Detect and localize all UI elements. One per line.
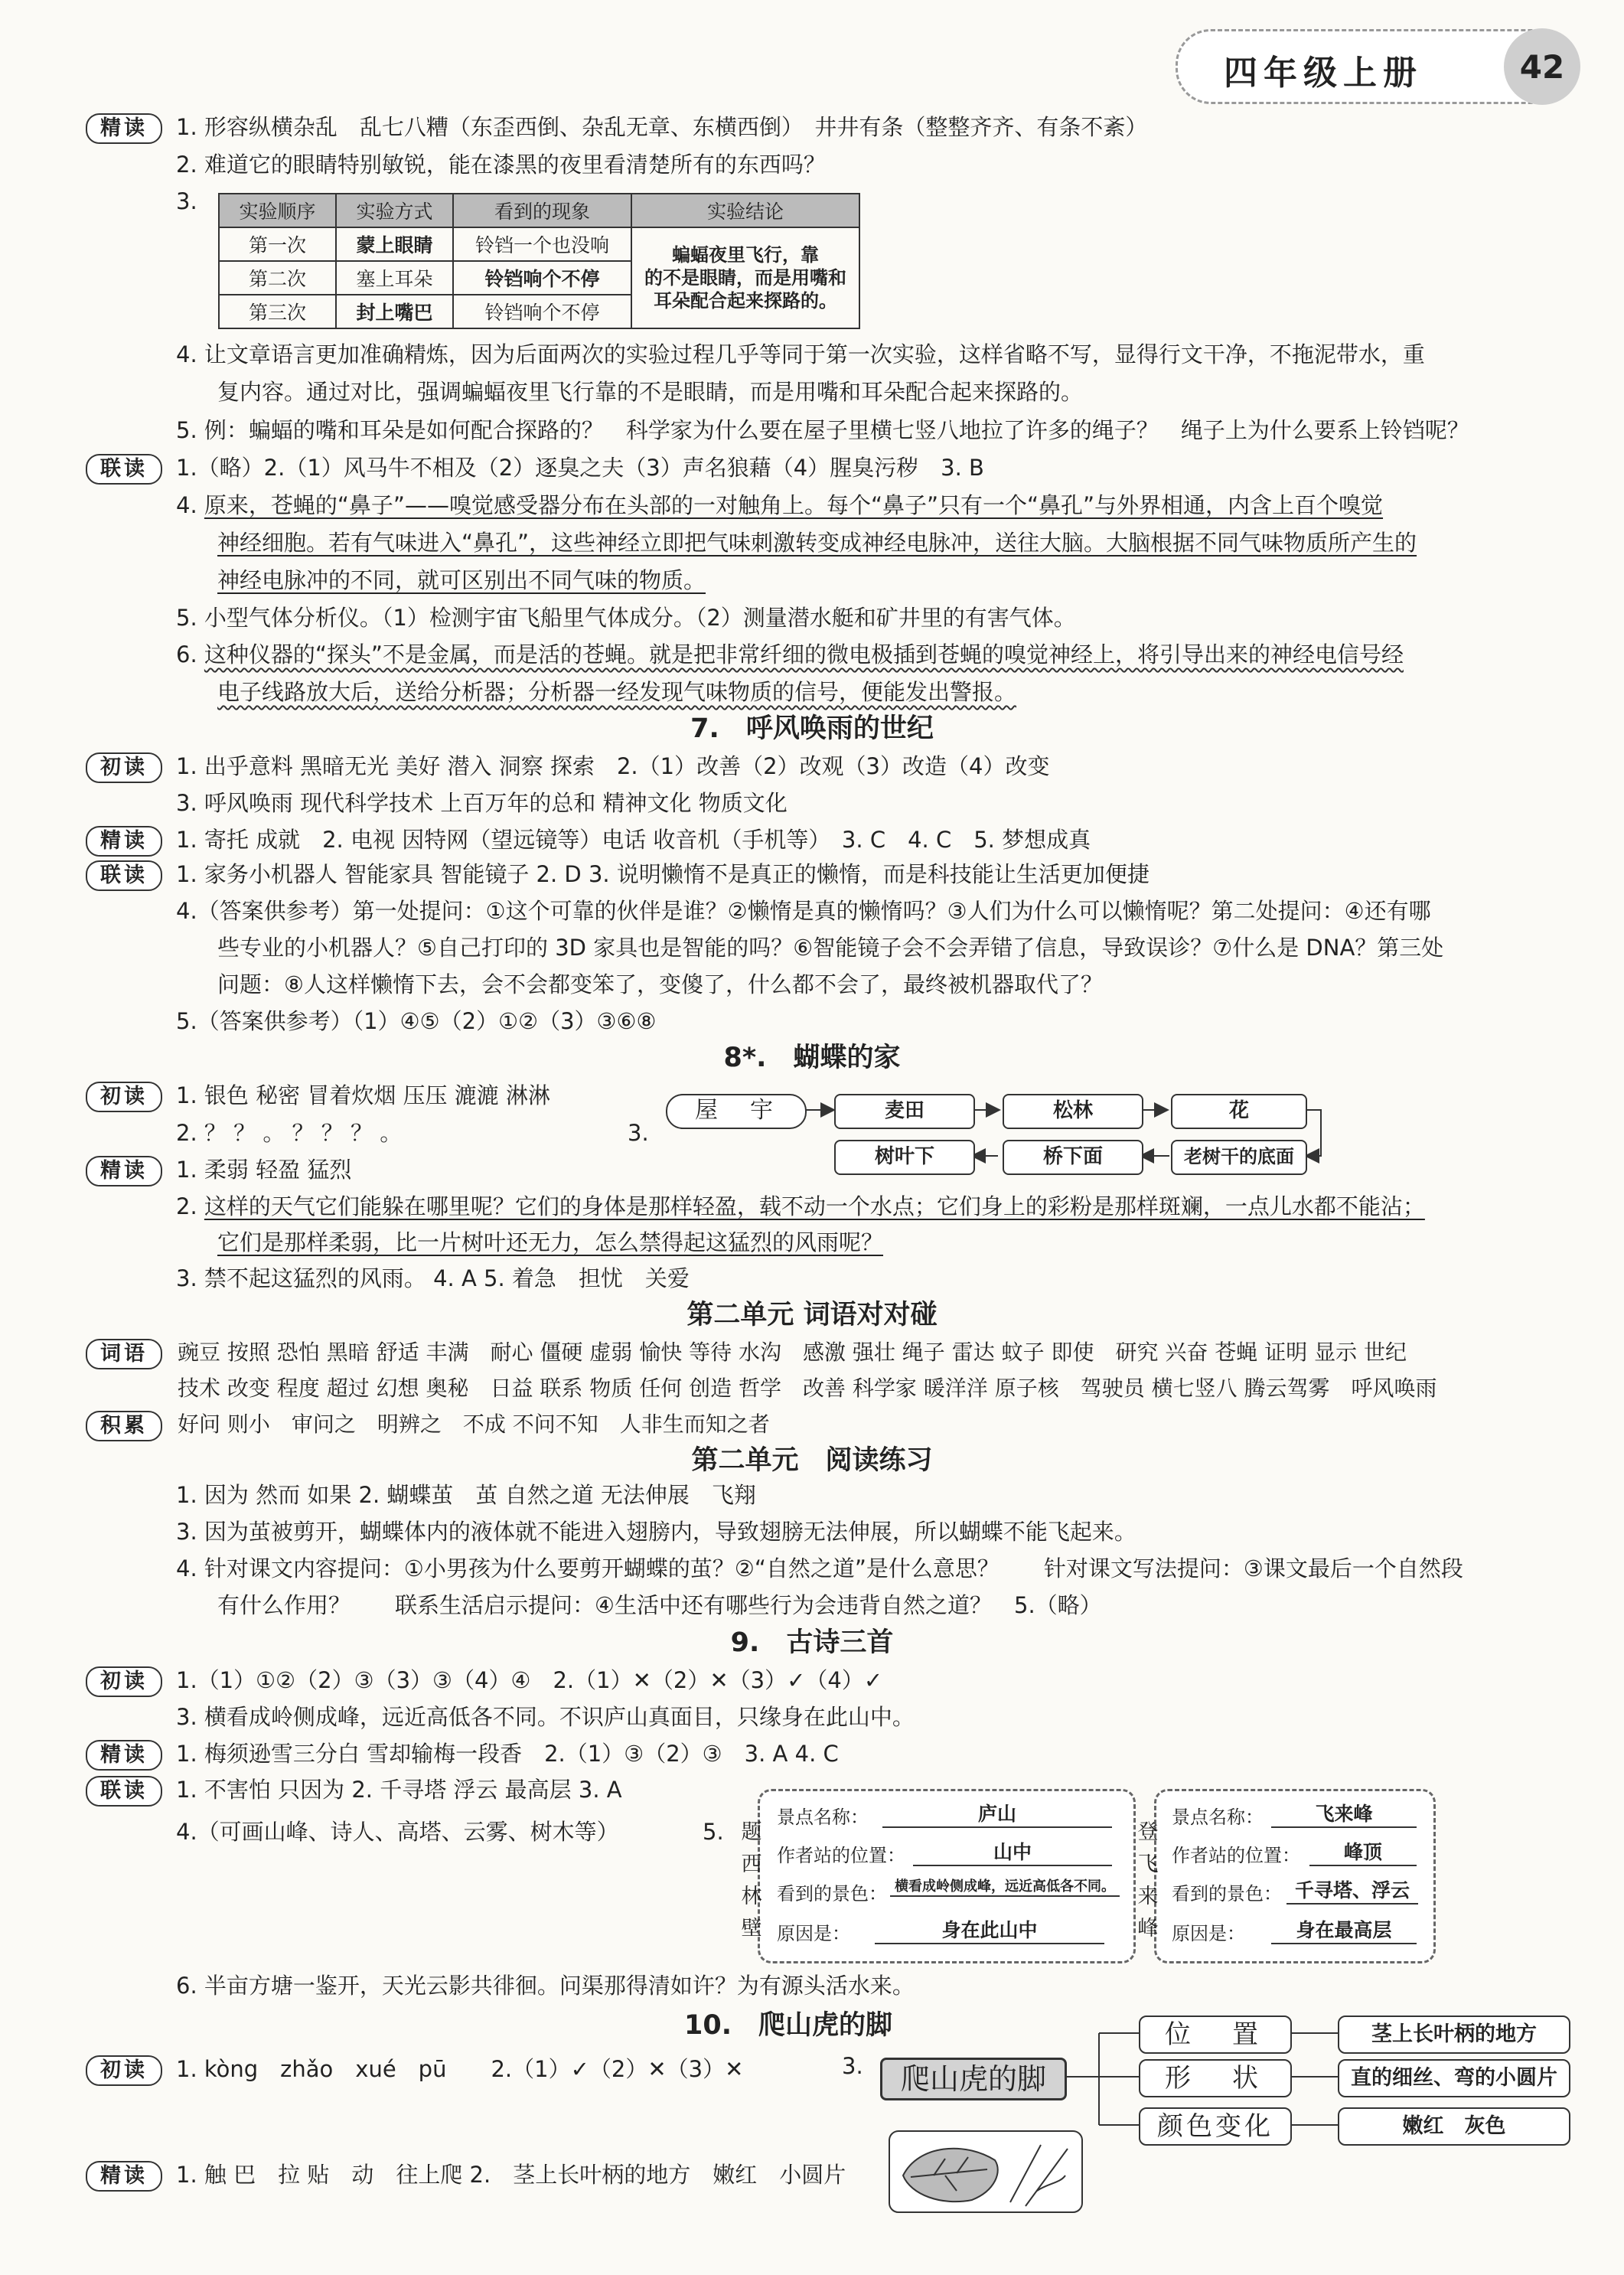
s6-l5: 5. 小型气体分析仪。（1）检测宇宙飞船里气体成分。（2）测量潜水艇和矿井里的有害气体。 — [176, 605, 1076, 631]
card-value: 飞来峰 — [1271, 1799, 1417, 1828]
tag-jingdu: 精读 — [86, 113, 162, 144]
s9-title: 9. 古诗三首 — [730, 1627, 894, 1658]
ivy-leaf-icon — [888, 2130, 1084, 2214]
flow-node: 老树干的底面 — [1171, 1140, 1307, 1175]
u2w-w2: 技术 改变 程度 超过 幻想 奥秘 日益 联系 物质 任何 创造 哲学 改善 科学家 暖洋洋 原子核 驾驶员 横七竖八 腾云驾雾 呼风唤雨 — [178, 1376, 1437, 1401]
s8-j1: 1. 柔弱 轻盈 猛烈 — [176, 1157, 352, 1183]
card-label: 景点名称： — [777, 1807, 869, 1828]
s6-l6b: 电子线路放大后，送给分析器；分析器一经发现气味物质的信号，便能发出警报。 — [217, 679, 1017, 705]
table-header: 看到的现象 — [453, 194, 631, 227]
table-cell: 第二次 — [219, 261, 336, 295]
poem-card-dengfeilaifeng — [1137, 1789, 1436, 1963]
mindmap-leaf: 直的细丝、弯的小圆片 — [1338, 2059, 1570, 2097]
s8-j2-num: 2. — [176, 1193, 204, 1219]
mindmap-branch: 颜色变化 — [1139, 2107, 1292, 2146]
s6-j2: 2. 难道它的眼睛特别敏锐，能在漆黑的夜里看清楚所有的东西吗？ — [176, 152, 826, 178]
s8-j2 — [176, 1192, 1425, 1221]
s6-l4 — [176, 491, 1383, 520]
s7-title: 7. 呼风唤雨的世纪 — [690, 713, 934, 744]
s8-title: 8*. 蝴蝶的家 — [723, 1043, 901, 1073]
s9-c1: 1.（1）①②（2）③（3）③（4）④ 2.（1）✕（2）✕（3）✓（4）✓ — [176, 1667, 883, 1693]
card-value: 身在此山中 — [875, 1915, 1104, 1944]
s7-j1: 1. 寄托 成就 2. 电视 因特网（望远镜等）电话 收音机（手机等） 3. C 4. C 5. 梦想成真 — [176, 827, 1091, 853]
tag-jingdu: 精读 — [86, 1156, 162, 1186]
card-label: 原因是： — [1172, 1923, 1245, 1944]
s9-l1: 1. 不害怕 只因为 2. 千寻塔 浮云 最高层 3. A — [176, 1777, 622, 1803]
flow-node: 树叶下 — [834, 1140, 975, 1175]
u2r-r4a: 4. 针对课文内容提问：①小男孩为什么要剪开蝴蝶的茧？②“自然之道”是什么意思？ 针对课文写法提问：③课文最后一个自然段 — [176, 1555, 1463, 1581]
s10-title: 10. 爬山虎的脚 — [683, 2010, 892, 2041]
table-cell: 封上嘴巴 — [336, 295, 453, 328]
mindmap-branch: 形 状 — [1139, 2059, 1292, 2097]
flow-node: 花 — [1171, 1094, 1307, 1129]
table-cell: 蒙上眼睛 — [336, 227, 453, 261]
s10-j1: 1. 触 巴 拉 贴 动 往上爬 2. 茎上长叶柄的地方 嫩红 小圆片 — [176, 2162, 846, 2188]
card-side-char: 峰 — [1137, 1917, 1159, 1940]
s9-j1: 1. 梅须逊雪三分白 雪却输梅一段香 2.（1）③（2）③ 3. A 4. C — [176, 1741, 839, 1767]
s8-j2b: 它们是那样柔弱，比一片树叶还无力，怎么禁得起这猛烈的风雨呢？ — [217, 1229, 884, 1255]
u2w-title: 第二单元 词语对对碰 — [686, 1300, 938, 1330]
card-side-char: 飞 — [1137, 1852, 1159, 1876]
s6-j3: 3. — [176, 188, 197, 214]
tag-chudu: 初读 — [86, 1666, 162, 1697]
u2w-w3: 好问 则小 审问之 明辨之 不成 不问不知 人非生而知之者 — [178, 1412, 770, 1437]
card-label: 看到的景色： — [777, 1883, 887, 1905]
s6-j5: 5. 例：蝙蝠的嘴和耳朵是如何配合探路的？ 科学家为什么要在屋子里横七竖八地拉了许多的绳子？ 绳子上为什么要系上铃铛呢？ — [176, 417, 1469, 443]
s6-j4a: 4. 让文章语言更加准确精炼，因为后面两次的实验过程几乎等同于第一次实验，这样省略不写，显得行文干净，不拖泥带水，重 — [176, 341, 1425, 367]
s6-l6 — [176, 640, 1404, 669]
conclusion-line: 耳朵配合起来探路的。 — [654, 290, 837, 312]
card-label: 景点名称： — [1172, 1807, 1264, 1828]
flow-node: 桥下面 — [1003, 1140, 1143, 1175]
s6-j1: 1. 形容纵横杂乱 乱七八糟（东歪西倒、杂乱无章、东横西倒） 井井有条（整整齐齐、有条不紊） — [176, 114, 1148, 140]
card-value: 千寻塔、浮云 — [1286, 1875, 1418, 1905]
s9-l6: 6. 半亩方塘一鉴开，天光云影共徘徊。问渠那得清如许？为有源头活水来。 — [176, 1973, 915, 1999]
page-header — [1176, 29, 1578, 104]
grade-title: 四年级上册 — [1224, 54, 1423, 93]
s8-j3: 3. 禁不起这猛烈的风雨。 4. A 5. 着急 担忧 关爱 — [176, 1265, 690, 1291]
tag-chudu: 初读 — [86, 2055, 162, 2086]
mindmap-leaf: 嫩红 灰色 — [1338, 2107, 1570, 2146]
u2w-w1: 豌豆 按照 恐怕 黑暗 舒适 丰满 耐心 僵硬 虚弱 愉快 等待 水沟 感激 强壮 绳子 雷达 蚊子 即使 研究 兴奋 苍蝇 证明 显示 世纪 — [178, 1340, 1407, 1365]
s10-c3: 3. — [842, 2053, 863, 2079]
card-value: 峰顶 — [1309, 1837, 1417, 1866]
card-side-char: 壁 — [741, 1917, 762, 1940]
tag-jingdu: 精读 — [86, 2161, 162, 2192]
u2r-r3: 3. 因为茧被剪开，蝴蝶体内的液体就不能进入翅膀内，导致翅膀无法伸展，所以蝴蝶不能飞起来。 — [176, 1519, 1136, 1545]
s7-c1: 1. 出乎意料 黑暗无光 美好 潜入 洞察 探索 2.（1）改善（2）改观（3）改造（4）改变 — [176, 753, 1050, 779]
s9-c3: 3. 横看成岭侧成峰，远近高低各不同。不识庐山真面目，只缘身在此山中。 — [176, 1704, 915, 1730]
s7-l4c: 问题：⑧人这样懒惰下去，会不会都变笨了，变傻了，什么都不会了，最终被机器取代了？ — [217, 971, 1103, 997]
s6-l4-num: 4. — [176, 492, 204, 518]
table-cell: 铃铛响个不停 — [453, 295, 631, 328]
card-value: 山中 — [913, 1837, 1112, 1866]
s6-l6-num: 6. — [176, 641, 204, 667]
table-cell: 第三次 — [219, 295, 336, 328]
tag-chudu: 初读 — [86, 1082, 162, 1112]
card-side-char: 西 — [741, 1852, 762, 1876]
tag-jingdu: 精读 — [86, 826, 162, 857]
card-value: 身在最高层 — [1271, 1915, 1417, 1944]
card-side-char: 来 — [1137, 1885, 1159, 1908]
table-header: 实验顺序 — [219, 194, 336, 227]
u2r-title: 第二单元 阅读练习 — [691, 1445, 933, 1476]
table-header-row — [219, 194, 859, 227]
s8-j2-text: 这样的天气它们能躲在哪里呢？它们的身体是那样轻盈，载不动一个水点；它们身上的彩粉是那样斑斓，一点儿水都不能沾； — [204, 1193, 1425, 1219]
s6-l6-text: 这种仪器的“探头”不是金属，而是活的苍蝇。就是把非常纤细的微电极插到苍蝇的嗅觉神经上，将引导出来的神经电信号经 — [204, 641, 1404, 667]
conclusion-line: 蝙蝠夜里飞行，靠 — [672, 244, 819, 266]
s8-c2: 2. ？ ？ 。 ？ ？ ？ 。 — [176, 1120, 403, 1146]
table-row — [219, 227, 859, 261]
s6-l4-text: 原来，苍蝇的“鼻子”——嗅觉感受器分布在头部的一对触角上。每个“鼻子”只有一个“鼻孔”与外界相通，内含上百个嗅觉 — [204, 492, 1384, 518]
table-header: 实验方式 — [336, 194, 453, 227]
card-value: 庐山 — [882, 1799, 1112, 1828]
table-cell: 铃铛一个也没响 — [453, 227, 631, 261]
table-header: 实验结论 — [631, 194, 859, 227]
s7-l1: 1. 家务小机器人 智能家具 智能镜子 2. D 3. 说明懒惰不是真正的懒惰，而是科技能让生活更加便捷 — [176, 861, 1150, 887]
poem-card-tixilinbi — [741, 1789, 1136, 1963]
u2r-r1: 1. 因为 然而 如果 2. 蝴蝶茧 茧 自然之道 无法伸展 飞翔 — [176, 1482, 756, 1508]
card-side-char: 题 — [741, 1820, 762, 1844]
s9-l4: 4.（可画山峰、诗人、高塔、云雾、树木等） — [176, 1819, 619, 1845]
tag-liandu: 联读 — [86, 860, 162, 891]
u2r-r4b: 有什么作用？ 联系生活启示提问：④生活中还有哪些行为会违背自然之道？ 5.（略） — [217, 1592, 1102, 1618]
flow-node: 麦田 — [834, 1094, 975, 1129]
s6-j4b: 复内容。通过对比，强调蝙蝠夜里飞行靠的不是眼睛，而是用嘴和耳朵配合起来探路的。 — [217, 379, 1084, 405]
mindmap-root: 爬山虎的脚 — [880, 2058, 1067, 2100]
s6-l4c: 神经电脉冲的不同，就可区别出不同气味的物质。 — [217, 567, 706, 593]
mindmap-branch: 位 置 — [1139, 2016, 1292, 2054]
s7-l5: 5.（答案供参考）（1）④⑤（2）①②（3）③⑥⑧ — [176, 1008, 657, 1034]
s9-l5: 5. — [703, 1819, 724, 1845]
tag-jingdu: 精读 — [86, 1740, 162, 1771]
s7-c3: 3. 呼风唤雨 现代科学技术 上百万年的总和 精神文化 物质文化 — [176, 790, 788, 816]
card-side-char: 登 — [1137, 1820, 1159, 1844]
s8-c3: 3. — [628, 1120, 649, 1146]
table-conclusion — [631, 227, 859, 328]
table-cell: 铃铛响个不停 — [453, 261, 631, 295]
card-label: 原因是： — [777, 1923, 850, 1944]
tag-jilei: 积累 — [86, 1411, 162, 1441]
s6-l1: 1.（略）2.（1）风马牛不相及（2）逐臭之夫（3）声名狼藉（4）腥臭污秽 3. B — [176, 455, 984, 481]
s7-l4b: 些专业的小机器人？⑤自己打印的 3D 家具也是智能的吗？⑥智能镜子会不会弄错了信息，导致误诊？⑦什么是 DNA？第三处 — [217, 935, 1444, 961]
mindmap-leaf: 茎上长叶柄的地方 — [1338, 2016, 1570, 2054]
card-label: 作者站的位置： — [777, 1845, 905, 1866]
tag-chudu: 初读 — [86, 752, 162, 783]
s7-l4a: 4.（答案供参考）第一处提问：①这个可靠的伙伴是谁？②懒惰是真的懒惰吗？③人们为什么可以懒惰呢？第二处提问：④还有哪 — [176, 898, 1431, 924]
flow-node: 松林 — [1003, 1094, 1143, 1129]
page-number: 42 — [1504, 28, 1580, 105]
tag-ciyu: 词语 — [86, 1339, 162, 1369]
card-value: 横看成岭侧成峰，远近高低各不同。 — [890, 1875, 1120, 1897]
flow-node: 屋 宇 — [666, 1094, 807, 1129]
experiment-table — [218, 193, 860, 329]
table-cell: 塞上耳朵 — [336, 261, 453, 295]
conclusion-line: 的不是眼睛，而是用嘴和 — [644, 267, 846, 289]
s8-c1: 1. 银色 秘密 冒着炊烟 压压 漉漉 淋淋 — [176, 1082, 550, 1108]
card-label: 看到的景色： — [1172, 1883, 1282, 1905]
tag-liandu: 联读 — [86, 454, 162, 485]
card-side-char: 林 — [741, 1885, 762, 1908]
tag-liandu: 联读 — [86, 1776, 162, 1807]
s6-l4b: 神经细胞。若有气味进入“鼻孔”，这些神经立即把气味刺激转变成神经电脉冲，送往大脑。大脑根据不同气味物质所产生的 — [217, 530, 1417, 556]
card-label: 作者站的位置： — [1172, 1845, 1300, 1866]
s10-c1: 1. kòng zhǎo xué pū 2.（1）✓（2）✕（3）✕ — [176, 2056, 744, 2082]
table-cell: 第一次 — [219, 227, 336, 261]
